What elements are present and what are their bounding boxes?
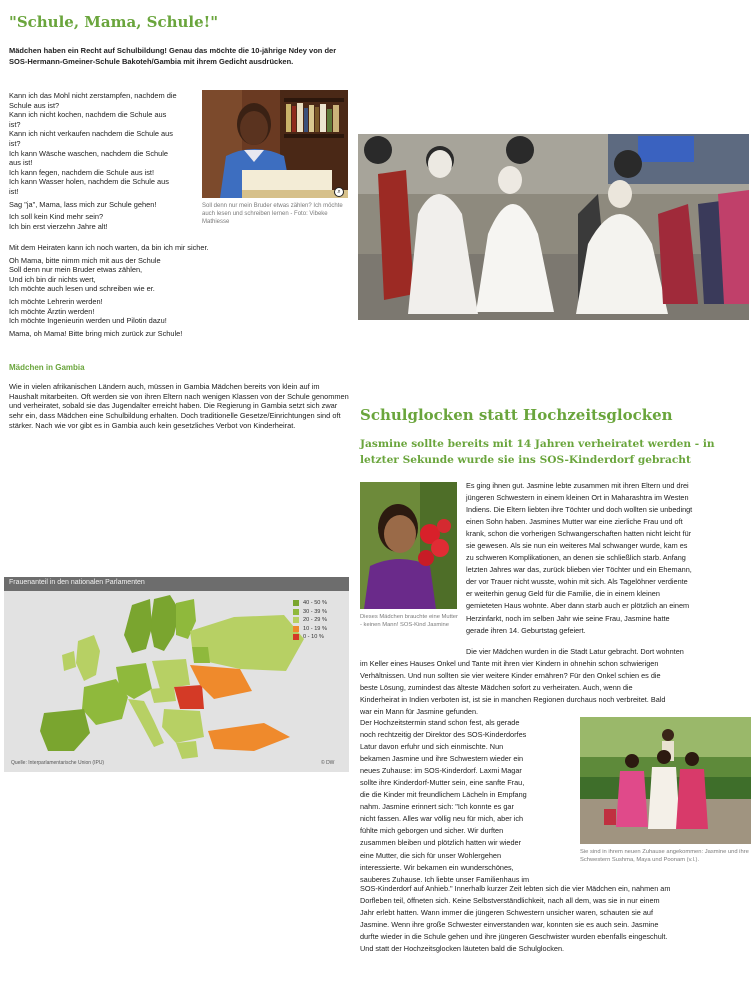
text-line: neues Zuhause: im SOS-Kinderdorf. Laxmi Magar <box>360 766 522 776</box>
article-paragraph-three <box>360 717 575 886</box>
poem-line: aus ist! <box>9 158 33 168</box>
text-line: Die vier Mädchen wurden in die Stadt Latur gebracht. Dort wohnten <box>466 647 684 656</box>
text-line: nahm. Jasmine erinnert sich: "Ich konnte es gar <box>360 802 514 812</box>
text-line: interessierte. Wir bekamen ein wunderschönes, <box>360 862 514 872</box>
legend-label: 40 - 50 % <box>303 600 327 607</box>
legend-item <box>293 616 327 625</box>
poem-part-one <box>9 91 199 231</box>
text-line: er weiterhin genug Geld für die Familie, die in einem kleinen <box>466 589 660 599</box>
text-line: Jasmine. Wenn ihre große Schwester einverstanden war, konnten sie es auch sein. Jasmine <box>360 920 659 930</box>
text-line: Dorfleben teil, öffneten sich. Keine Selbstverständlichkeit, nach all dem, was sie in nur einem <box>360 896 660 906</box>
poem-line: Ich kann Wäsche waschen, nachdem die Schule <box>9 148 168 158</box>
poem-line: Soll denn nur mein Bruder etwas zählen, <box>9 265 143 275</box>
poem-line: Schule aus ist? <box>9 100 60 110</box>
text-line: Verhältnissen. Und nun sollten sie vier weitere Kinder ernähren? Für den Onkel schien es die <box>360 671 661 681</box>
text-line: fühlte mich geborgen und sicher. Wir durften <box>360 826 504 836</box>
poem-line: Mit dem Heiraten kann ich noch warten, da bin ich mir sicher. <box>9 243 209 252</box>
text-line: gerade ihren 14. Geburtstag gefeiert. <box>466 625 586 635</box>
poem-line: Oh Mama, bitte nimm mich mit aus der Schule <box>9 255 161 265</box>
text-line: Latur davon erfuhr und sich einmischte. Nun <box>360 742 504 752</box>
article-title-right: Schulglocken statt Hochzeitsglocken <box>360 406 673 424</box>
photo-caption-jasmine: Dieses Mädchen brauchte eine Mutter - keinen Mann! SOS-Kind Jasmine <box>360 614 458 628</box>
poem-line: ist? <box>9 119 21 129</box>
article-subtitle-right: Jasmine sollte bereits mit 14 Jahren verheiratet werden - in letzter Sekunde wurde sie ins SOS-Kinderdorf gebracht <box>360 438 715 466</box>
legend-item <box>293 599 327 608</box>
text-line: Und statt der Hochzeitsglocken läuteten bald die Schulglocken. <box>360 944 565 954</box>
text-line: SOS-Kinderdorf auf Anhieb." Innerhalb kurzer Zeit lebten sich die vier Mädchen ein, nahmen am <box>360 884 671 893</box>
poem-part-two <box>9 243 349 338</box>
zoom-icon[interactable]: ⌕ <box>334 187 344 197</box>
poem-line: ist? <box>9 138 21 148</box>
article-title-left: "Schule, Mama, Schule!" <box>9 13 219 31</box>
legend-label: 30 - 39 % <box>303 608 327 615</box>
parliament-women-map <box>4 577 349 772</box>
text-line: bekamen Jasmine und ihre Schwestern wieder ein <box>360 754 524 764</box>
poem-line: Kann ich nicht verkaufen nachdem die Schule aus <box>9 129 173 139</box>
text-line: der vor Trauer nicht wusste, wohin mit sich. Als Tagelöhner verdiente <box>466 577 688 587</box>
poem-line: Ich kann fegen, nachdem die Schule aus ist! <box>9 167 155 177</box>
map-credit: © DW <box>321 760 335 766</box>
poem-line: Ich soll kein Kind mehr sein? <box>9 212 104 222</box>
poem-line: Kann ich das Mohl nicht zerstampfen, nachdem die <box>9 91 177 100</box>
article-paragraph-two <box>360 646 752 718</box>
text-line: letzten Jahres war das, zurück blieben vier Töchter und ein Ehemann, <box>466 565 692 575</box>
text-line: einen Sohn haben. Jasmines Mutter war eine zierliche Frau und oft <box>466 517 683 527</box>
text-line: jüngeren Schwestern in einem kleinen Ort in Maharashtra im Westen <box>466 493 689 503</box>
text-line: beste Lösung, zumindest das älteste Mädchen sofort zu verheiraten. Auch, wenn die <box>360 683 633 693</box>
text-line: nicht fassen. Alles war völlig neu für mich, aber ich <box>360 814 524 824</box>
text-line: gemieteten Haus wohnte. Aber dann starb auch er plötzlich an einem <box>466 601 690 611</box>
poem-line: Mama, oh Mama! Bitte bring mich zurück zur Schule! <box>9 328 183 338</box>
text-line: war ein Mann für Jasmine gefunden. <box>360 707 479 717</box>
section-heading-gambia: Mädchen in Gambia <box>9 363 85 372</box>
jasmine-photo[interactable] <box>360 482 457 609</box>
map-legend <box>293 599 327 642</box>
photo-caption-sisters: Sie sind in ihrem neuen Zuhause angekommen: Jasmine und ihre Schwestern Sushma, Maya und Poonam (v.l.). <box>580 849 749 863</box>
map-title: Frauenanteil in den nationalen Parlamenten <box>4 577 349 591</box>
text-line: Es ging ihnen gut. Jasmine lebte zusammen mit ihren Eltern und drei <box>466 481 689 490</box>
text-line: zusammen bleiben und plötzlich hatten wir wieder <box>360 838 522 848</box>
text-line: die die Kinder mit freundlichem Lächeln in Empfang <box>360 790 527 800</box>
text-line: Indiens. Die Eltern liebten ihre Töchter und doch wollten sie unbedingt <box>466 505 693 515</box>
poem-line: Ich möchte auch lesen und schreiben wie er. <box>9 284 155 294</box>
legend-label: 20 - 29 % <box>303 617 327 624</box>
text-line: krank, schon die vorherigen Schwangerschaften hatten nicht leicht für <box>466 529 692 539</box>
poem-line: Und ich bin dir nichts wert, <box>9 274 96 284</box>
poem-line: Ich möchte Lehrerin werden! <box>9 296 103 306</box>
text-line: eine Mutter, die sich für unser Wohlergehen <box>360 850 502 860</box>
poem-line: Kann ich nicht kochen, nachdem die Schule aus <box>9 110 167 120</box>
photo-caption-girl: Soll denn nur mein Bruder etwas zählen? Ich möchte auch lesen und schreiben lernen - Foto: Vibeke Mathiesse <box>202 203 343 225</box>
text-line: sollte ihre Kinderdorf-Mutter sein, eine sanfte Frau, <box>360 778 525 788</box>
text-line: noch rechtzeitig der Direktor des SOS-Kinderdorfes <box>360 730 527 740</box>
intro-lead: Mädchen haben ein Recht auf Schulbildung! Genau das möchte die 10-jährige Ndey von der SOS-Hermann-Gmeiner-Schule Bakoteh/Gambia mit ihrem Gedicht ausdrücken. <box>9 46 337 66</box>
text-line: zu schweren Komplikationen, an denen sie schließlich starb. Anfang <box>466 553 686 563</box>
text-line: im Keller eines Hauses Onkel und Tante mit ihren vier Kindern in ohnehin schon schwierigen <box>360 659 659 669</box>
text-line: durfte wieder in die Schule gehen und ihre jüngeren Geschwister wurden ebenfalls eingeschult. <box>360 932 668 942</box>
map-source: Quelle: Interparlamentarische Union (IPU) <box>11 760 105 766</box>
legend-item <box>293 608 327 617</box>
girl-studying-photo[interactable] <box>202 90 348 198</box>
poem-line: Sag "ja", Mama, lass mich zur Schule gehen! <box>9 199 157 209</box>
protest-brides-photo[interactable] <box>358 134 749 320</box>
legend-label: 10 - 19 % <box>303 625 327 632</box>
legend-item <box>293 633 327 642</box>
article-paragraph-one <box>466 480 751 637</box>
poem-line: Ich möchte Ärztin werden! <box>9 306 95 316</box>
article-paragraph-four <box>360 883 752 955</box>
poem-line: Ich möchte Ingenieurin werden und Pilotin dazu! <box>9 316 167 326</box>
text-line: Kinderheirat in Indien verboten ist, ist sie in manchen Regionen durchaus noch verbreitet. Bald <box>360 695 666 705</box>
legend-item <box>293 625 327 634</box>
poem-line: Ich kann Wasser holen, nachdem die Schule aus <box>9 177 169 187</box>
text-line: Jahr erlebt hatten. Wann immer die jüngeren Schwestern unsicher waren, schauten sie auf <box>360 908 653 918</box>
text-line: Herzinfarkt, noch im selben Jahr wie seine Frau, Jasmine hatte <box>466 613 670 623</box>
section-text-gambia: Wie in vielen afrikanischen Ländern auch, müssen in Gambia Mädchen bereits von klein auf im Haushalt mitarbeiten. Oft werden sie von ihren Eltern nach wenigen Klassen von der Schule genommen und verheiratet, sobald sie das Jugendalter erreicht haben. Die Regierung in Gambia setzt sich zwar sehr ein, dass Mädchen eine Schulbildung erhalten. Doch traditionelle Gesetze/Einrichtungen sind oft stärker. Nach wie vor gibt es in Gambia auch kein gesetzliches Verbot von Kinderheirat. <box>9 382 349 430</box>
text-line: Der Hochzeitstermin stand schon fest, als gerade <box>360 718 520 727</box>
poem-line: Ich bin erst vierzehn Jahre alt! <box>9 221 108 231</box>
legend-label: 0 - 10 % <box>303 634 324 641</box>
text-line: sie gewesen. Als sie nun ein weiteres Mal schwanger wurde, kam es <box>466 541 688 551</box>
sisters-photo[interactable] <box>580 717 751 844</box>
text-line: sauberes Zuhause. Ich liebte unser Familienhaus im <box>360 874 530 884</box>
poem-line: ist! <box>9 186 19 196</box>
